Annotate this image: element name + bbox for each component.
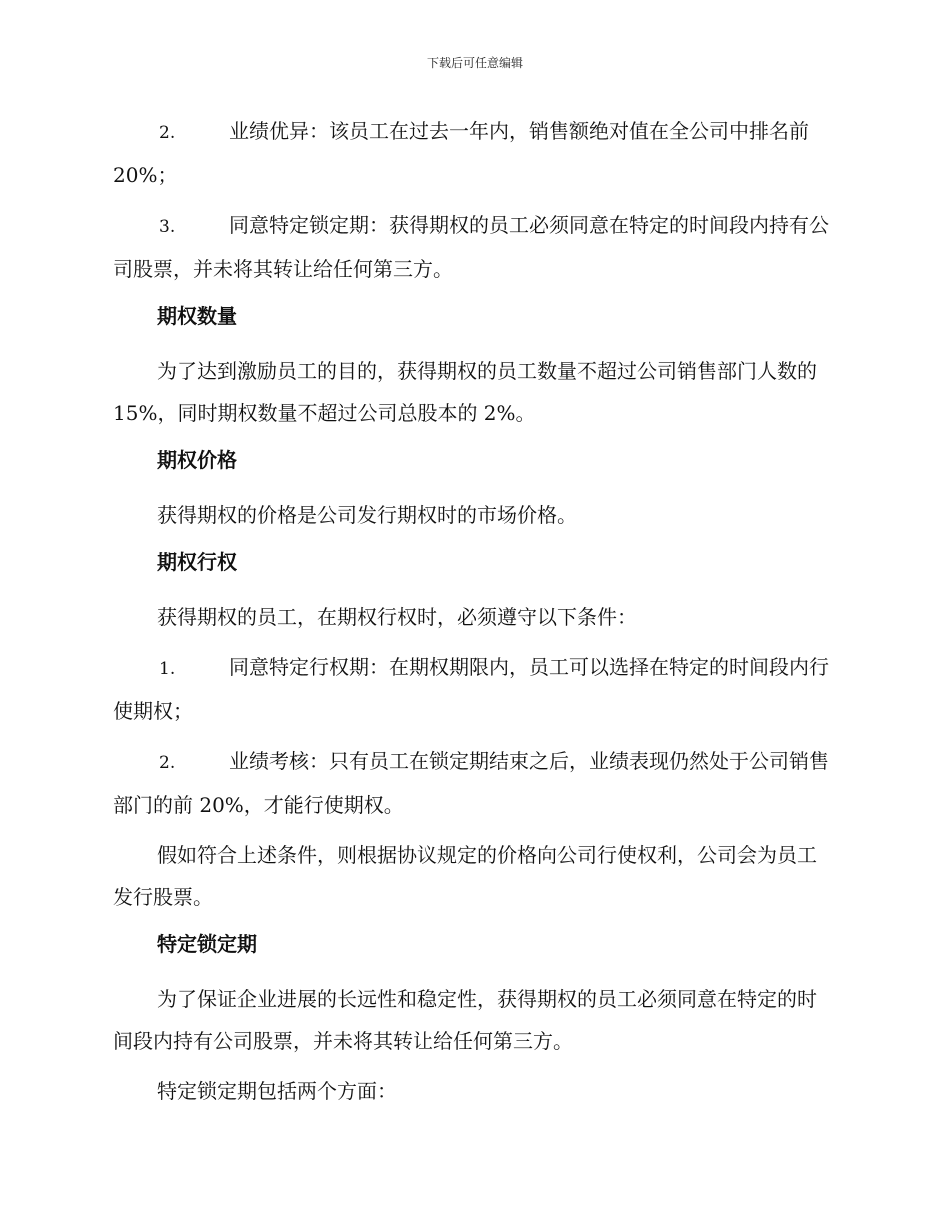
paragraph: 假如符合上述条件，则根据协议规定的价格向公司行使权利，公司会为员工发行股票。 [113, 843, 817, 909]
list-text: 同意特定行权期：在期权期限内，员工可以选择在特定的时间段内行使期权； [113, 655, 829, 723]
paragraph: 为了保证企业进展的长远性和稳定性，获得期权的员工必须同意在特定的时间段内持有公司股票，并未将其转让给任何第三方。 [113, 987, 817, 1053]
list-item [113, 110, 835, 196]
list-number: 2. [159, 753, 176, 773]
list-text: 业绩优异：该员工在过去一年内，销售额绝对值在全公司中排名前 20%； [113, 119, 809, 187]
list-number: 1. [159, 659, 176, 679]
list-number: 2. [159, 123, 176, 143]
paragraph: 获得期权的价格是公司发行期权时的市场价格。 [157, 503, 577, 527]
section-heading: 期权价格 [157, 448, 237, 472]
paragraph: 获得期权的员工，在期权行权时，必须遵守以下条件： [157, 605, 637, 629]
list-item [113, 740, 835, 826]
list-text: 业绩考核：只有员工在锁定期结束之后，业绩表现仍然处于公司销售部门的前 20%，才能行使期权。 [113, 749, 829, 817]
page-header: 下载后可任意编辑 [426, 56, 523, 70]
list-number: 3. [159, 217, 176, 237]
paragraph: 特定锁定期包括两个方面： [157, 1079, 397, 1103]
paragraph: 为了达到激励员工的目的，获得期权的员工数量不超过公司销售部门人数的 15%，同时期权数量不超过公司总股本的 2%。 [113, 359, 817, 425]
list-item [113, 646, 835, 732]
list-item [113, 204, 835, 290]
section-heading: 期权行权 [157, 550, 237, 574]
document-body [113, 110, 835, 1120]
list-text: 同意特定锁定期：获得期权的员工必须同意在特定的时间段内持有公司股票，并未将其转让给任何第三方。 [113, 213, 829, 281]
section-heading: 期权数量 [157, 304, 237, 328]
section-heading: 特定锁定期 [157, 932, 257, 956]
